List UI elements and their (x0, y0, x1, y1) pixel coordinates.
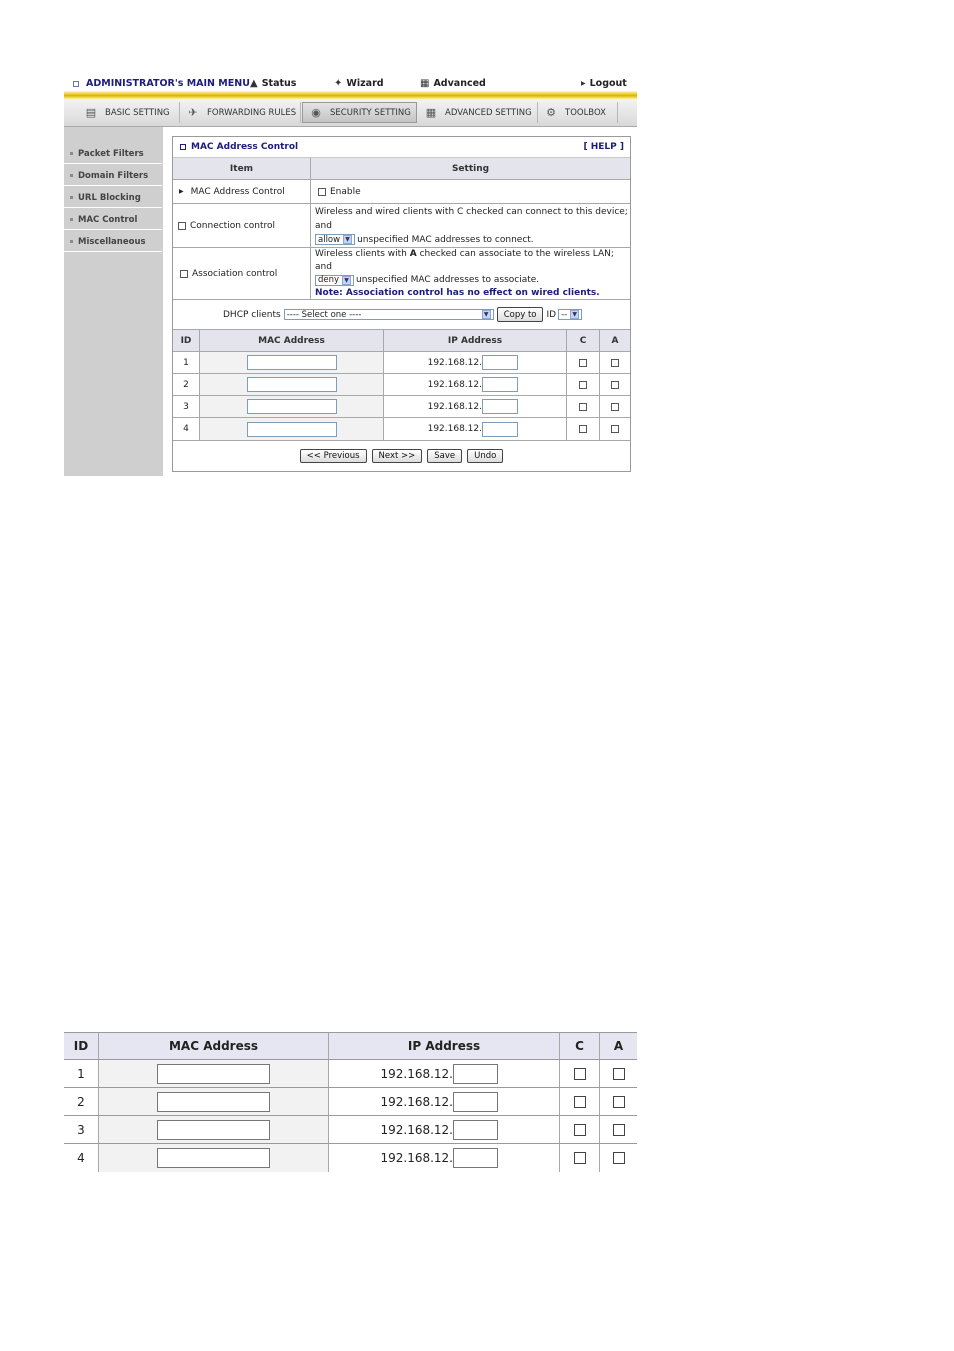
wizard-link[interactable]: ✦ Wizard (334, 78, 384, 89)
mac-control-label: MAC Address Control (190, 186, 285, 197)
connection-description: Wireless and wired clients with C checked can connect to this device; and (315, 206, 628, 231)
setting-column-header: Setting (310, 158, 630, 179)
connect-checkbox[interactable] (579, 359, 587, 367)
row-id: 3 (183, 401, 189, 412)
forwarding-rules-icon: ✈ (188, 106, 198, 119)
association-policy-select[interactable]: deny ▼ (315, 275, 354, 286)
row-id: 4 (77, 1151, 85, 1165)
wizard-icon: ✦ (334, 78, 343, 89)
row-id: 1 (77, 1066, 85, 1081)
chevron-down-icon: ▼ (482, 310, 491, 319)
panel-title-bar (173, 137, 630, 158)
id-column-header: ID (180, 335, 192, 346)
table-row (173, 418, 630, 441)
tab-advanced-setting[interactable]: ▦ ADVANCED SETTING (418, 102, 538, 123)
ip-suffix-input[interactable] (482, 399, 518, 414)
connect-checkbox[interactable] (579, 403, 587, 411)
association-description: Wireless clients with A checked can associate to the wireless LAN; and (315, 248, 614, 272)
enable-label: Enable (330, 186, 361, 197)
ip-prefix: 192.168.12. (427, 357, 482, 368)
ip-prefix: 192.168.12. (427, 401, 482, 412)
ip-prefix: 192.168.12. (380, 1094, 453, 1109)
arrow-right-icon: ▶ (179, 188, 184, 195)
sidebar-item-packet-filters[interactable]: Packet Filters (64, 144, 162, 164)
page-title: MAC Address Control (191, 142, 299, 152)
connection-policy-select[interactable]: allow ▼ (315, 234, 355, 245)
c-column-header: C (559, 1033, 599, 1059)
menu-square-icon (73, 81, 79, 87)
main-tab-bar (64, 99, 637, 127)
connection-control-row (173, 204, 630, 248)
table-row (173, 396, 630, 418)
tab-security-setting[interactable]: ◉ SECURITY SETTING (302, 102, 417, 123)
ip-prefix: 192.168.12. (427, 379, 482, 390)
table-row (64, 1088, 637, 1116)
ip-suffix-input[interactable] (453, 1148, 498, 1168)
ip-suffix-input[interactable] (453, 1064, 498, 1084)
enable-checkbox[interactable] (318, 188, 326, 196)
sidebar-item-mac-control[interactable]: MAC Control (64, 210, 162, 230)
association-control-row (173, 248, 630, 300)
associate-checkbox[interactable] (613, 1096, 625, 1108)
association-description-2: unspecified MAC addresses to associate. (356, 274, 540, 285)
dhcp-clients-label: DHCP clients (223, 309, 281, 320)
bullet-icon (70, 240, 73, 243)
ip-column-header: IP Address (328, 1033, 559, 1059)
ip-suffix-input[interactable] (482, 422, 518, 437)
advanced-icon: ▦ (420, 78, 430, 89)
id-select[interactable]: -- ▼ (558, 309, 582, 320)
admin-main-menu[interactable]: ADMINISTRATOR's MAIN MENU (86, 78, 250, 89)
associate-checkbox[interactable] (611, 359, 619, 367)
connect-checkbox[interactable] (574, 1068, 586, 1080)
table-row (64, 1060, 637, 1088)
connect-checkbox[interactable] (574, 1152, 586, 1164)
previous-button[interactable]: << Previous (300, 449, 367, 463)
sidebar-item-domain-filters[interactable]: Domain Filters (64, 166, 162, 186)
row-id: 1 (183, 357, 189, 368)
associate-checkbox[interactable] (613, 1068, 625, 1080)
c-column-header: C (566, 330, 599, 351)
tab-toolbox[interactable]: ⚙ TOOLBOX (538, 102, 618, 123)
table-row (64, 1144, 637, 1172)
bullet-icon (70, 196, 73, 199)
mac-address-input[interactable] (247, 355, 337, 370)
chevron-down-icon: ▼ (343, 235, 352, 244)
association-control-label: Association control (192, 268, 278, 279)
bullet-icon (70, 174, 73, 177)
mac-address-input[interactable] (247, 377, 337, 392)
zoomed-mac-table (64, 1032, 637, 1172)
a-column-header: A (599, 330, 630, 351)
chevron-down-icon: ▼ (342, 276, 351, 285)
associate-checkbox[interactable] (611, 425, 619, 433)
connect-checkbox[interactable] (579, 381, 587, 389)
advanced-setting-icon: ▦ (425, 106, 437, 119)
connect-checkbox[interactable] (574, 1096, 586, 1108)
ip-suffix-input[interactable] (482, 355, 518, 370)
row-id: 2 (77, 1094, 85, 1109)
basic-setting-icon: ▤ (85, 106, 97, 119)
ip-prefix: 192.168.12. (380, 1066, 453, 1081)
chevron-down-icon: ▼ (570, 310, 579, 319)
ip-prefix: 192.168.12. (380, 1122, 453, 1137)
toolbox-icon: ⚙ (546, 106, 556, 119)
mac-address-input[interactable] (157, 1064, 270, 1084)
sidebar (64, 127, 163, 476)
table-row (173, 352, 630, 374)
status-link[interactable]: ▲ Status (250, 78, 297, 89)
title-square-icon (180, 144, 186, 150)
table-row (173, 374, 630, 396)
ip-column-header: IP Address (383, 330, 566, 351)
sidebar-item-url-blocking[interactable]: URL Blocking (64, 188, 162, 208)
mac-address-input[interactable] (157, 1148, 270, 1168)
row-id: 4 (183, 424, 189, 434)
mac-column-header: MAC Address (98, 1033, 328, 1059)
mac-address-control-panel (172, 136, 631, 472)
next-button[interactable]: Next >> (372, 449, 423, 463)
row-id: 2 (183, 379, 189, 390)
mac-control-row (173, 180, 630, 204)
top-header (64, 76, 637, 91)
associate-checkbox[interactable] (613, 1124, 625, 1136)
settings-header-row (173, 158, 630, 180)
a-column-header: A (599, 1033, 637, 1059)
tab-basic-setting[interactable]: ▤ BASIC SETTING (78, 102, 180, 123)
logout-link[interactable]: ▶ Logout (581, 78, 627, 89)
dhcp-clients-row (173, 300, 630, 330)
connection-control-label: Connection control (190, 220, 275, 231)
connection-description-2: unspecified MAC addresses to connect. (357, 234, 534, 245)
ip-suffix-input[interactable] (453, 1120, 498, 1140)
security-setting-icon: ◉ (311, 106, 321, 119)
ip-prefix: 192.168.12. (427, 424, 482, 434)
ip-prefix: 192.168.12. (380, 1151, 453, 1165)
help-link[interactable]: [ HELP ] (583, 142, 624, 152)
action-buttons (173, 441, 630, 471)
ip-suffix-input[interactable] (482, 377, 518, 392)
bullet-icon (70, 218, 73, 221)
connection-control-checkbox[interactable] (178, 222, 186, 230)
sidebar-item-miscellaneous[interactable]: Miscellaneous (64, 232, 162, 252)
connect-checkbox[interactable] (574, 1124, 586, 1136)
dhcp-clients-select[interactable]: ---- Select one ---- ▼ (284, 309, 494, 320)
copy-to-button[interactable]: Copy to (497, 307, 544, 322)
association-note: Note: Association control has no effect on wired clients. (315, 287, 600, 298)
mac-address-input[interactable] (157, 1092, 270, 1112)
status-icon: ▲ (250, 78, 258, 89)
connect-checkbox[interactable] (579, 425, 587, 433)
advanced-link[interactable]: ▦ Advanced (420, 78, 486, 89)
mac-column-header: MAC Address (199, 330, 383, 351)
associate-checkbox[interactable] (611, 381, 619, 389)
row-id: 3 (77, 1122, 85, 1137)
association-control-checkbox[interactable] (180, 270, 188, 278)
id-column-header: ID (73, 1039, 89, 1053)
bullet-icon (70, 152, 73, 155)
mac-address-input[interactable] (157, 1120, 270, 1140)
associate-checkbox[interactable] (613, 1152, 625, 1164)
zoomed-header-row (64, 1032, 637, 1060)
item-column-header: Item (229, 163, 254, 174)
undo-button[interactable]: Undo (467, 449, 503, 463)
ip-suffix-input[interactable] (453, 1092, 498, 1112)
mac-table-header-row (173, 330, 630, 352)
tab-forwarding-rules[interactable]: ✈ FORWARDING RULES (180, 102, 301, 123)
arrow-right-icon: ▶ (581, 80, 586, 87)
table-row (64, 1116, 637, 1144)
save-button[interactable]: Save (427, 449, 462, 463)
mac-address-input[interactable] (247, 399, 337, 414)
id-label: ID (546, 309, 557, 320)
associate-checkbox[interactable] (611, 403, 619, 411)
mac-address-input[interactable] (247, 422, 337, 437)
header-gold-bar (64, 91, 637, 99)
